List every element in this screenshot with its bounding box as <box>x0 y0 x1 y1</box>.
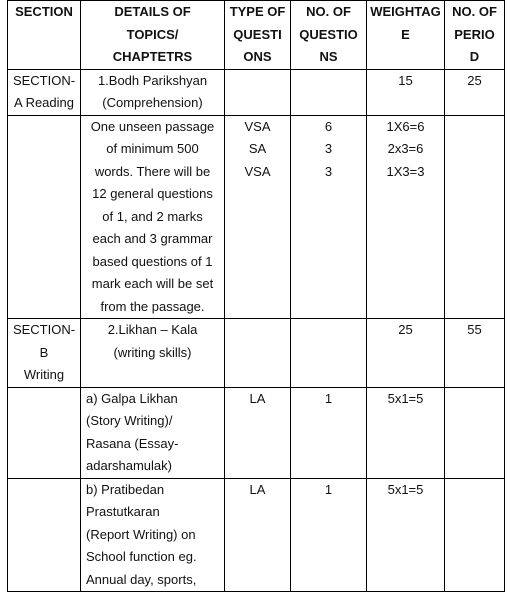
cell-empty <box>225 69 291 115</box>
table-row <box>8 69 505 115</box>
section-b-item-a-count: 1 <box>291 387 367 478</box>
section-a-counts: 6 3 3 <box>291 115 367 319</box>
header-details: DETAILS OF TOPICS/ CHAPTETRS <box>81 1 225 70</box>
header-row <box>8 1 505 70</box>
header-section: SECTION <box>8 1 81 70</box>
section-a-periods: 25 <box>445 69 505 115</box>
section-b-item-a: a) Galpa Likhan (Story Writing)/ Rasana (Essay- adarshamulak) <box>81 387 225 478</box>
cell-empty <box>8 115 81 319</box>
header-no-questions: NO. OF QUESTIO NS <box>291 1 367 70</box>
section-a-types: VSA SA VSA <box>225 115 291 319</box>
cell-empty <box>225 319 291 388</box>
section-a-weightage: 15 <box>367 69 445 115</box>
section-b-item-a-weight: 5x1=5 <box>367 387 445 478</box>
section-b-topic: 2.Likhan – Kala (writing skills) <box>81 319 225 388</box>
section-a-weights: 1X6=6 2x3=6 1X3=3 <box>367 115 445 319</box>
cell-empty <box>445 387 505 478</box>
header-weightage: WEIGHTAG E <box>367 1 445 70</box>
section-a-passage: One unseen passage of minimum 500 words. There will be 12 general questions of 1, and 2 marks each and 3 grammar based questions of 1 mark each will be set from the passage. <box>81 115 225 319</box>
header-periods: NO. OF PERIO D <box>445 1 505 70</box>
section-b-item-b-type: LA <box>225 478 291 592</box>
cell-empty <box>445 115 505 319</box>
table-row <box>8 478 505 592</box>
cell-empty <box>8 387 81 478</box>
section-b-weightage: 25 <box>367 319 445 388</box>
table-row <box>8 115 505 319</box>
section-b-periods: 55 <box>445 319 505 388</box>
section-b-item-b-weight: 5x1=5 <box>367 478 445 592</box>
cell-empty <box>8 478 81 592</box>
section-a-label: SECTION- A Reading <box>8 69 81 115</box>
syllabus-table <box>7 0 505 592</box>
table-row <box>8 319 505 388</box>
section-b-item-a-type: LA <box>225 387 291 478</box>
table-row <box>8 387 505 478</box>
header-type: TYPE OF QUESTI ONS <box>225 1 291 70</box>
cell-empty <box>445 478 505 592</box>
section-b-label: SECTION- B Writing <box>8 319 81 388</box>
section-a-topic: 1.Bodh Parikshyan (Comprehension) <box>81 69 225 115</box>
section-b-item-b: b) Pratibedan Prastutkaran (Report Writing) on School function eg. Annual day, sports, <box>81 478 225 592</box>
cell-empty <box>291 319 367 388</box>
section-b-item-b-count: 1 <box>291 478 367 592</box>
cell-empty <box>291 69 367 115</box>
